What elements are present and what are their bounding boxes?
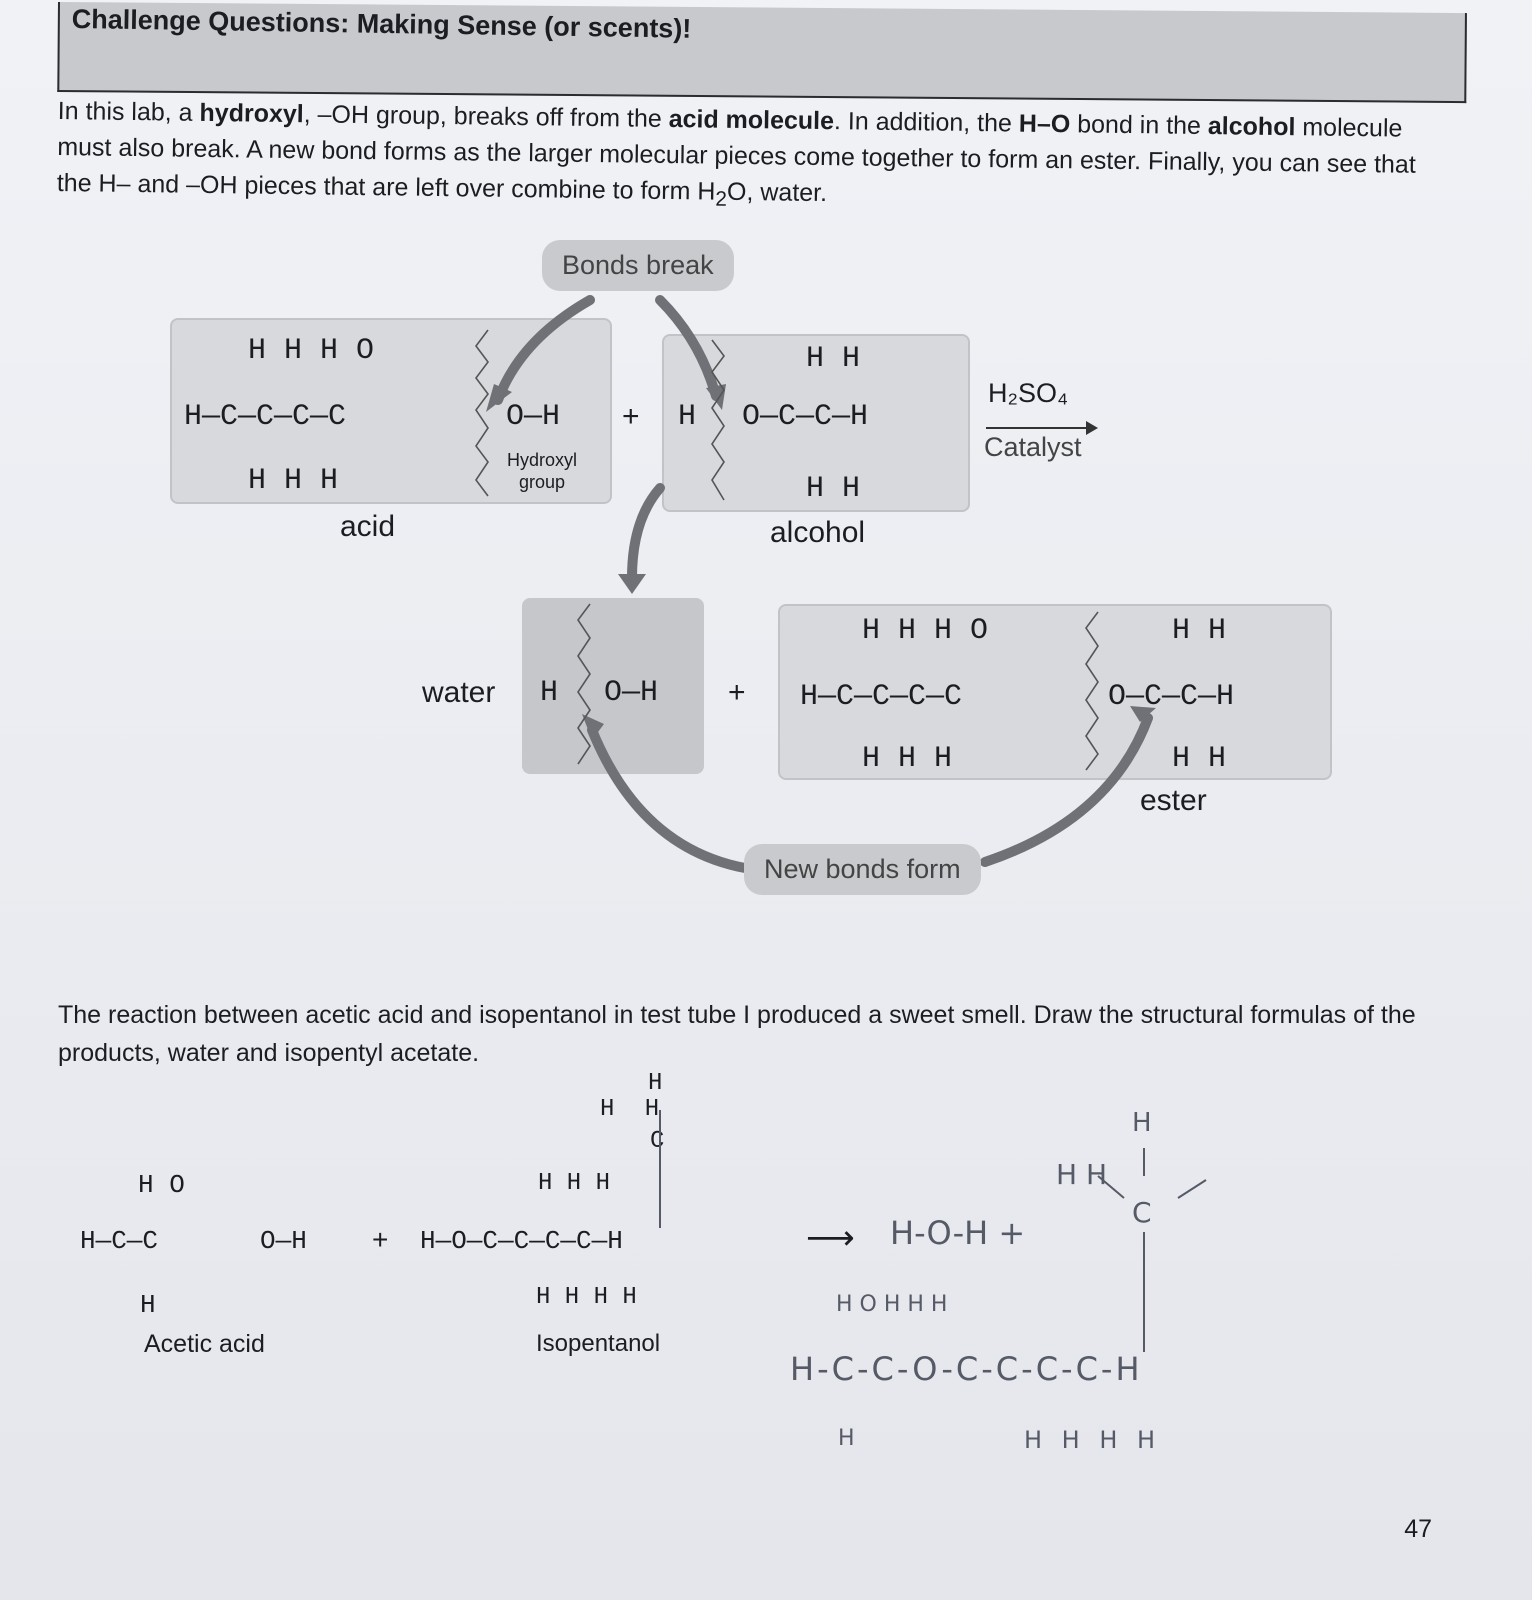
acetic-top-atoms: H O [138,1170,185,1200]
acetic-main-chain: H—C—C [80,1226,159,1256]
water-label: water [422,676,496,709]
intro-text-5: molecule must also break. A new bond forms as the larger molecular pieces come together to form an ester. Finally, you can see that the H– and –OH pieces that are left over combine to form H [56,113,1416,206]
handwritten-top-atoms: H O H H H [836,1292,948,1317]
acetic-bottom-atom: H [140,1290,156,1320]
intro-text-3: . In addition, the [833,107,1020,138]
intro-bold-acid-molecule: acid molecule [668,104,835,136]
handwritten-branch-top: H [1132,1108,1152,1138]
water-oh: O—H [604,676,659,710]
intro-subscript: 2 [715,187,728,211]
bond-line-2 [1098,1176,1124,1198]
ester-tail-bottom-atoms: H H [1172,742,1227,776]
break-line-alcohol [712,340,724,500]
acid-main-chain: H—C—C—C—C [184,400,347,434]
acid-label: acid [340,510,396,543]
alcohol-label: alcohol [770,516,866,549]
acid-hydroxyl: O—H [506,400,561,434]
handwritten-ester-chain: H-C-C-O-C-C-C-C-H [790,1350,1143,1388]
water-h: H [540,676,559,710]
ester-tail-top-atoms: H H [1172,614,1227,648]
intro-text-4: bond in the [1070,110,1209,141]
iso-branch-hydrogens: H H [600,1096,668,1123]
handwritten-bonds [0,1000,1532,1500]
bonds-break-label: Bonds break [542,240,734,291]
break-line-acid [476,330,488,496]
arrowhead-3 [618,574,646,594]
isopentanol-label: Isopentanol [536,1330,661,1357]
catalyst-arrowhead [1086,421,1098,435]
iso-top-atoms: H H H [538,1170,611,1197]
ester-label: ester [1140,784,1207,817]
bond-line-3 [1178,1180,1206,1198]
arrow-new-bonds-left [592,730,745,868]
intro-bold-ho: H–O [1018,109,1071,139]
arrow-new-bonds-right [985,718,1148,862]
handwritten-bottom-atoms: H H H H [1024,1426,1162,1454]
intro-text-2: , –OH group, breaks off from the [303,100,669,133]
iso-bottom-atoms: H H H H [536,1284,637,1311]
ester-tail-chain: O—C—C—H [1108,680,1235,714]
page-title: Challenge Questions: Making Sense (or scents)! [71,4,692,44]
plus-sign-3: + [372,1224,389,1255]
intro-bold-hydroxyl: hydroxyl [199,98,304,129]
alcohol-main-chain: O—C—C—H [742,400,869,434]
break-line-ester [1086,612,1098,770]
plus-sign-2: + [728,676,746,709]
arrow-bonds-break-left [498,300,590,400]
ester-top-atoms: H H H O [862,614,989,648]
handwritten-branch-carbon: C [1132,1196,1152,1229]
intro-text-6: O, water. [726,177,828,207]
ester-main-chain: H—C—C—C—C [800,680,963,714]
intro-text-1: In this lab, a [57,96,200,127]
ester-bottom-atoms: H H H [862,742,953,776]
hydroxyl-group-label: Hydroxyl group [506,450,577,492]
handwritten-water: H-O-H + [890,1214,1026,1252]
plus-sign-1: + [622,400,640,433]
alcohol-bottom-atoms: H H [806,472,861,506]
iso-branch-carbon: C [650,1128,665,1155]
catalyst-formula: H₂SO₄ [988,378,1069,408]
arrow-bonds-break-right [660,300,716,396]
new-bonds-form-label: New bonds form [744,844,981,895]
question-paragraph: The reaction between acetic acid and isopentanol in test tube I produced a sweet smell. Draw the structural formulas of the products, water and isopentyl acetate. [58,1001,1416,1067]
arrow-to-water [632,488,660,578]
reaction-arrow: ⟶ [806,1219,855,1257]
acid-top-atoms: H H H O [248,334,375,368]
handwritten-branch-hydrogens: H H [1056,1158,1108,1191]
break-line-water [578,604,590,764]
page-number: 47 [1404,1515,1432,1543]
iso-main-chain: H—O—C—C—C—C—H [420,1226,623,1256]
iso-branch-top: H [648,1070,663,1097]
acid-bottom-atoms: H H H [248,464,339,498]
catalyst-label: Catalyst [984,432,1082,462]
intro-bold-alcohol: alcohol [1207,112,1296,142]
alcohol-h: H [678,400,697,434]
acetic-hydroxyl: O—H [260,1226,307,1256]
alcohol-top-atoms: H H [806,342,861,376]
handwritten-bottom-left: H [838,1426,855,1451]
acetic-acid-label: Acetic acid [144,1330,265,1358]
